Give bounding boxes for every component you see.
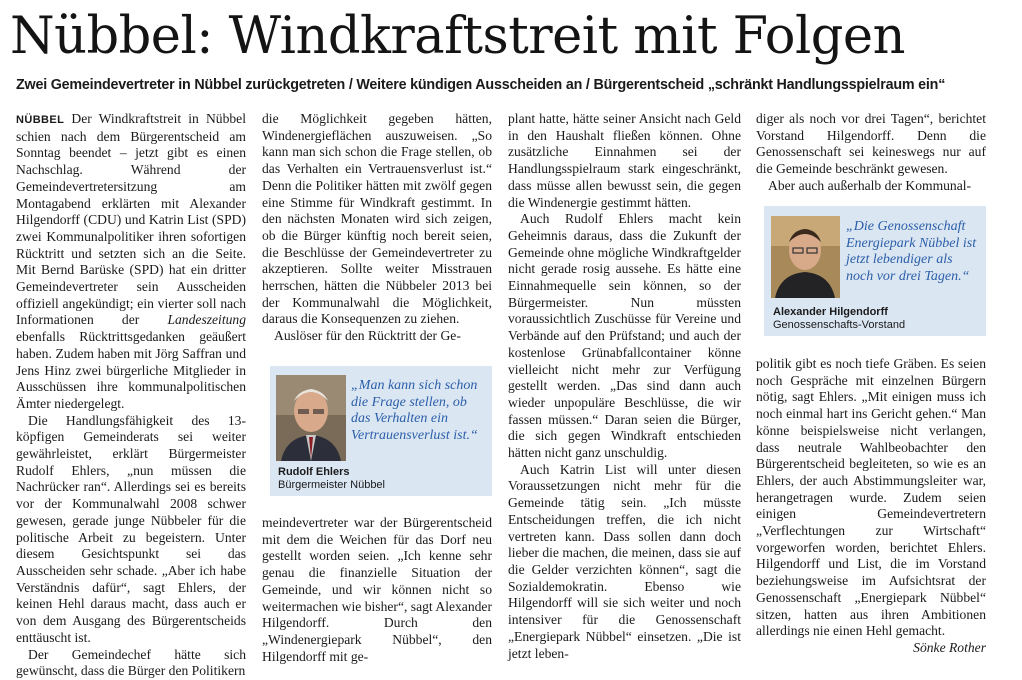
paragraph: plant hatte, hätte seiner Ansicht nach Geld in den Haushalt fließen können. Ohne zusätzliche Einnahmen sei der Handlungsspielraum stark eingeschränkt, dass müsse allen bewusst sein, die gegen die Windenergie gestimmt hätten. <box>508 111 741 210</box>
pull-quote: „Die Genossenschaft Energiepark Nübbel ist jetzt lebendiger als noch vor drei Tagen.“ <box>846 219 977 284</box>
column-3 <box>508 111 741 661</box>
paragraph: meindevertreter war der Bürgerentscheid mit dem die Weichen für das Dorf neu gestellt worden seien. „Ich kenne sehr genau die finanzielle Situation der Gemeinde, und wir können nicht so weitermachen wie bisher“, sagt Alexander Hilgendorff. Durch den „Windenergiepark Nübbel“, den Hilgendorff mit ge- <box>262 515 492 664</box>
paragraph: Auslöser für den Rücktritt der Ge- <box>274 328 461 344</box>
paragraph: Die Handlungsfähigkeit des 13-köpfigen Gemeinderats sei weiter gewährleistet, erklärt Bürgermeister Rudolf Ehlers, „nun müssen die Nachrücker ran“. Allerdings sei es bereits vor der Kommunalwahl 2008 schwer gewesen, gerade junge Nübbeler für die politische Arbeit zu begeistern. Unter diesem Gesichtspunkt sei das Ausscheiden sehr schade. „Aber ich habe Verständnis dafür“, sagt Ehlers, der keinen Hehl daraus macht, dass auch er von dem Ausgang des Bürgerentscheids enttäuscht ist. <box>16 412 246 645</box>
caption-role: Genossenschafts-Vorstand <box>773 319 906 331</box>
author-signature: Sönke Rother <box>913 639 986 655</box>
paragraph-text: Der Windkraftstreit in Nübbel schien nach dem Bürgerentscheid am Sonntag beendet – jetzt gibt es einen Nachschlag. Während der Gemeindevertretersitzung am Montagabend erklärten mit Alexander Hilgendorff (CDU) und Katrin List (SPD) zwei Kommunalpolitiker ihren sofortigen Rücktritt und setzten sich an die Seite. Mit Bernd Barüske (SPD) hat ein dritter Gemeindevertreter sein Ausscheiden offiziell angekündigt; ein vierter soll nach Informationen der <box>16 111 246 328</box>
paragraph: Auch Katrin List will unter diesen Voraussetzungen nicht mehr für die Gemeinde tätig sein. „Ich müsste Entscheidungen treffen, die ich nicht vertreten kann. Dass sollen dann doch lieber die machen, die meinen, dass sie auf die Gelder verzichten können“, sagt die Sozialdemokratin. Ebenso wie Hilgendorff will sie sich weiter und noch intensiver für die Genossenschaft „Energiepark Nübbel“ einsetzen. „Die ist jetzt leben- <box>508 461 741 661</box>
paragraph <box>16 111 246 413</box>
portrait-photo <box>771 216 840 298</box>
paragraph: die Möglichkeit gegeben hätten, Windenergieflächen auszuweisen. „So kann man sich schon die Frage stellen, ob das Verhalten ein Vertrauensverlust ist.“ Denn die Politiker hätten mit zwölf gegen eine Stimme für Windkraft gestimmt. In den nächsten Monaten wird sich zeigen, ob die Bürger künftig noch bereit seien, die Beschlüsse der Gemeindevertreter zu akzeptieren. Sollte weiter Misstrauen herrschen, hätten die Nübbeler 2013 bei der Kommunalwahl die Möglichkeit, daraus die Konsequenzen zu ziehen. <box>262 111 492 327</box>
subheadline: Zwei Gemeindevertreter in Nübbel zurückgetreten / Weitere kündigen Ausscheiden an / Bürgerentscheid „schränkt Handlungsspielraum ein“ <box>16 77 946 93</box>
paragraph: diger als noch vor drei Tagen“, berichtet Vorstand Hilgendorff. Denn die Genossenschaft sei keineswegs nur auf die Gemeinde beschränkt gewesen. <box>756 111 986 177</box>
paragraph-text: ebenfalls Rücktrittsgedanken geäußert haben. Zudem haben mit Jörg Saffran und Jens Hinz zwei bürgerliche Mitglieder in Ausschüssen ihre kommunalpolitischen Ämter niedergelegt. <box>16 329 246 411</box>
column-2-bottom <box>262 515 492 664</box>
paragraph: Der Gemeindechef hätte sich gewünscht, dass die Bürger den Politikern <box>16 646 246 679</box>
newspaper-name: Landeszeitung <box>167 312 246 328</box>
column-2-top <box>262 111 492 361</box>
dateline: NÜBBEL <box>16 114 65 126</box>
caption-role: Bürgermeister Nübbel <box>278 479 385 491</box>
paragraph: politik gibt es noch tiefe Gräben. Es seien noch Gespräche mit einzelnen Bürgern nötig, sagt Ehlers. „Mit einigen muss ich noch einmal hart ins Gericht gehen.“ Man könne beispielsweise nicht verlangen, dass neutrale Wahlbeobachter den Bürgerentscheid begleiteten, so wie es an Ehlers, der auch Abstimmungsleiter war, herangetragen wurde. Zudem seien einigen Gemeindevertretern „Verflechtungen zur Wirtschaft“ vorgeworfen worden, berichtet Ehlers. Hilgendorff und List, die im Vorstand beziehungsweise im Aufsichtsrat der Genossenschaft „Energiepark Nübbel“ sitzen, hatten aus ihren Ambitionen allerdings nie einen Hehl gemacht. <box>756 356 986 639</box>
column-4-bottom <box>756 356 986 654</box>
headline: Nübbel: Windkraftstreit mit Folgen <box>10 7 905 66</box>
column-1 <box>16 111 246 679</box>
column-4-top <box>756 111 986 201</box>
portrait-photo <box>276 375 346 461</box>
paragraph: Aber auch außerhalb der Kommunal- <box>768 177 972 193</box>
pull-quote: „Man kann sich schon die Frage stellen, ob das Verhalten ein Vertrauensverlust ist.“ <box>351 378 478 443</box>
caption-name: Alexander Hilgendorff <box>773 306 888 318</box>
paragraph: Auch Rudolf Ehlers macht kein Geheimnis daraus, dass die Zukunft der Gemeinde ohne mögliche Windkraftgelder nicht gerade rosig aussehe. Es hätte eine Einnahmequelle sein können, so der Bürgermeister. Nun müssten voraussichtlich Zuschüsse für Vereine und Verbände auf den Prüfstand; und auch der kostenlose Grünabfallcontainer könne vielleicht nicht mehr zur Verfügung gestellt werden. „Das sind dann auch wieder unpopuläre Beschlüsse, die wir fassen müssen.“ Daran seien die Bürger, die sich gegen Windkraft entschieden hätten nicht ganz unschuldig. <box>508 211 741 461</box>
caption-name: Rudolf Ehlers <box>278 466 350 478</box>
